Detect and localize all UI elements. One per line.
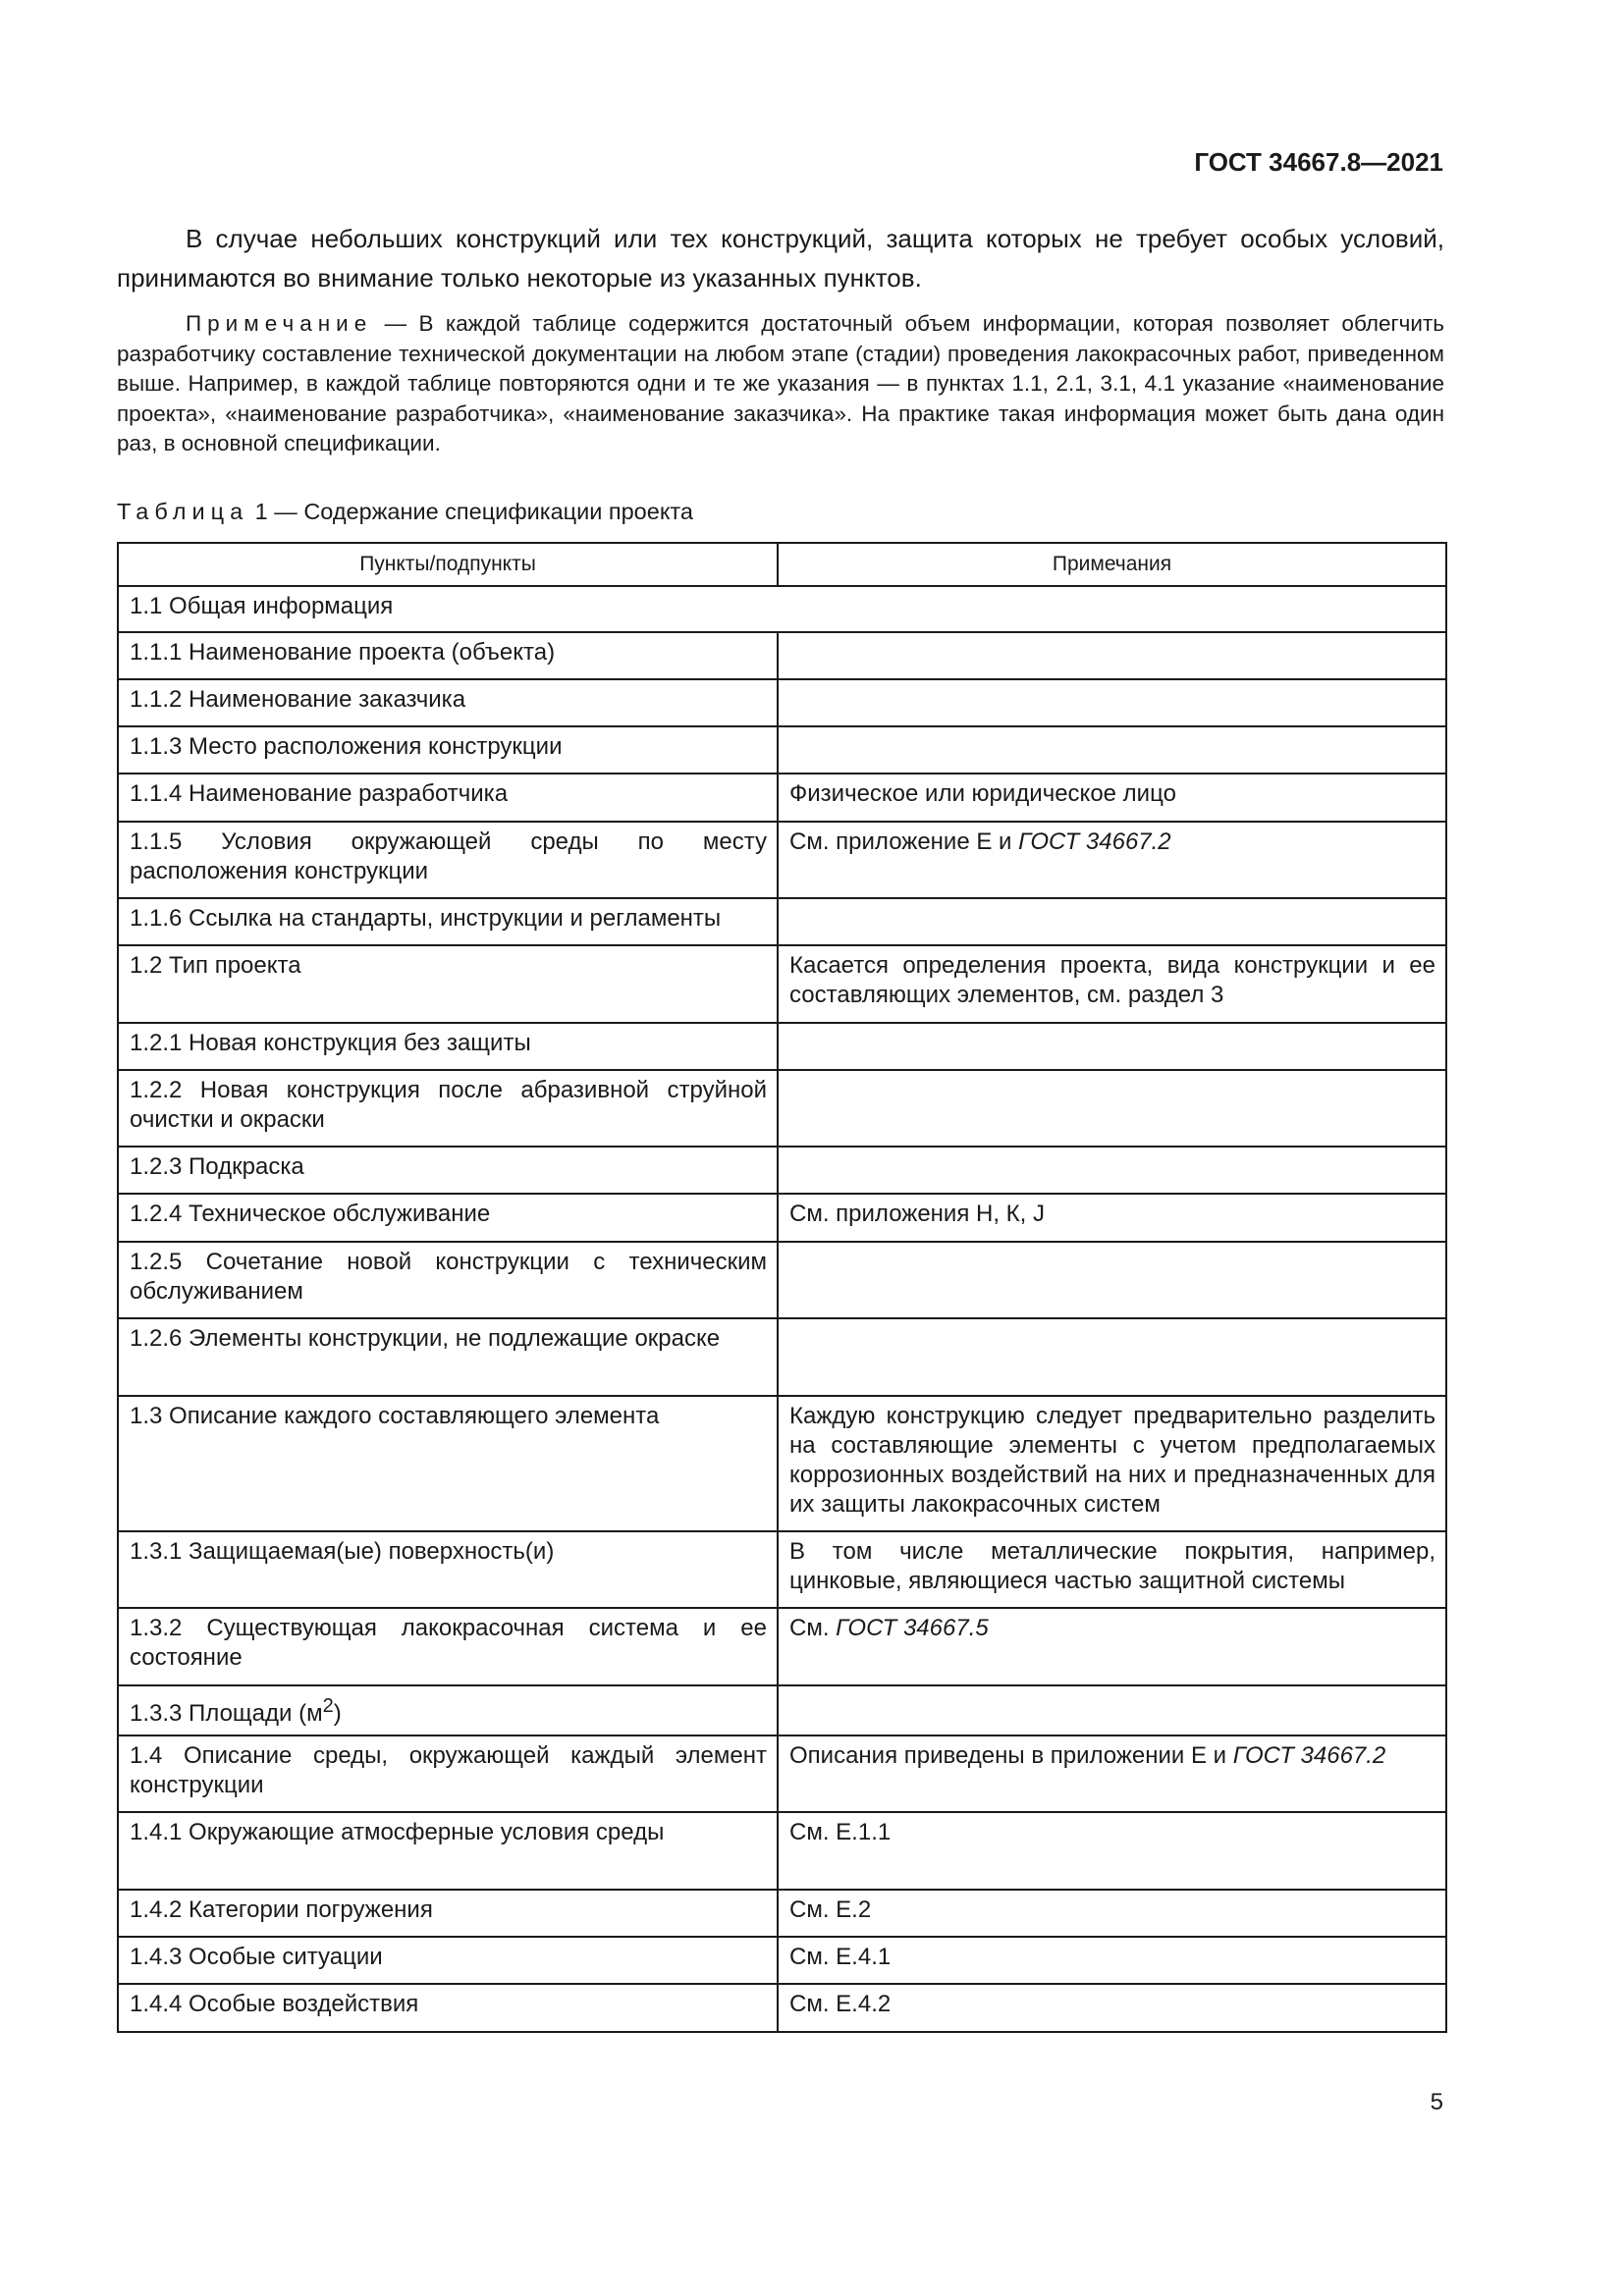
note-cell: См. Е.1.1 (778, 1812, 1446, 1890)
note-label: Примечание (186, 311, 373, 336)
table-row (118, 1242, 1446, 1318)
caption-text: 1 — Содержание спецификации проекта (248, 499, 693, 524)
table-row (118, 1070, 1446, 1147)
note-cell (778, 1685, 1446, 1735)
note-cell: См. Е.4.2 (778, 1984, 1446, 2032)
item-cell: 1.4.4 Особые воздействия (118, 1984, 778, 2032)
note-text: См. (789, 1615, 837, 1641)
note-text: См. приложение Е и (789, 828, 1019, 855)
item-cell: 1.2.5 Сочетание новой конструкции с техническим обслуживанием (118, 1242, 778, 1318)
note-text: — В каждой таблице содержится достаточный объем информации, которая позволяет облегчить разработчику составление технической документации на любом этапе (стадии) проведения лакокрасочных работ, приведенном выше. Например, в каждой таблице повторяются одни и те же указания — в пунктах 1.1, 2.1, 3.1, 4.1 указание «наименование проекта», «наименование разработчика», «наименование заказчика». На практике такая информация может быть дана один раз, в основной спецификации. (117, 311, 1444, 455)
table-row (118, 726, 1446, 774)
note-text: Описания приведены в приложении Е и (789, 1742, 1233, 1769)
note-cell (778, 1318, 1446, 1396)
item-cell: 1.2.2 Новая конструкция после абразивной струйной очистки и окраски (118, 1070, 778, 1147)
item-cell: 1.1.2 Наименование заказчика (118, 679, 778, 726)
item-cell: 1.2.3 Подкраска (118, 1147, 778, 1194)
page-number: 5 (1430, 2089, 1443, 2115)
table-row (118, 632, 1446, 679)
note-cell (778, 1070, 1446, 1147)
note-cell (778, 1608, 1446, 1685)
table-row (118, 679, 1446, 726)
item-cell: 1.1.5 Условия окружающей среды по месту расположения конструкции (118, 822, 778, 898)
note-cell: См. Е.2 (778, 1890, 1446, 1937)
specification-table (117, 542, 1447, 2033)
note-cell (778, 1023, 1446, 1070)
header-items: Пункты/подпункты (118, 543, 778, 586)
table-row (118, 1984, 1446, 2032)
note-cell: Касается определения проекта, вида конструкции и ее составляющих элементов, см. раздел 3 (778, 945, 1446, 1023)
document-header: ГОСТ 34667.8—2021 (1194, 147, 1443, 177)
standard-reference: ГОСТ 34667.2 (1018, 828, 1171, 855)
standard-reference: ГОСТ 34667.2 (1232, 1742, 1386, 1769)
table-row (118, 1531, 1446, 1608)
note-cell (778, 679, 1446, 726)
note-cell: Каждую конструкцию следует предварительно разделить на составляющие элементы с учетом предполагаемых коррозионных воздействий на них и предназначенных для их защиты лакокрасочных систем (778, 1396, 1446, 1531)
item-cell: 1.3 Описание каждого составляющего элемента (118, 1396, 778, 1531)
note-cell (778, 726, 1446, 774)
note-cell (778, 1735, 1446, 1812)
table-row (118, 1396, 1446, 1531)
table-row (118, 1147, 1446, 1194)
item-cell: 1.4.3 Особые ситуации (118, 1937, 778, 1984)
table-row (118, 1890, 1446, 1937)
table-row (118, 1194, 1446, 1242)
table-row (118, 1685, 1446, 1735)
table-row (118, 1608, 1446, 1685)
table-row (118, 898, 1446, 945)
table-row (118, 1812, 1446, 1890)
table-header-row (118, 543, 1446, 586)
item-cell: 1.1.6 Ссылка на стандарты, инструкции и регламенты (118, 898, 778, 945)
table-row (118, 945, 1446, 1023)
item-cell: 1.3.2 Существующая лакокрасочная система и ее состояние (118, 1608, 778, 1685)
note-cell (778, 898, 1446, 945)
note-cell (778, 1242, 1446, 1318)
item-cell: 1.4.1 Окружающие атмосферные условия среды (118, 1812, 778, 1890)
note-cell: В том числе металлические покрытия, например, цинковые, являющиеся частью защитной системы (778, 1531, 1446, 1608)
note-cell (778, 632, 1446, 679)
table-row (118, 774, 1446, 822)
item-text: 1.3.3 Площади (м (130, 1700, 323, 1727)
item-cell: 1.2.1 Новая конструкция без защиты (118, 1023, 778, 1070)
item-text-end: ) (333, 1700, 342, 1727)
section-row (118, 586, 1446, 632)
note-cell (778, 822, 1446, 898)
note-cell: Физическое или юридическое лицо (778, 774, 1446, 822)
intro-paragraph: В случае небольших конструкций или тех конструкций, защита которых не требует особых условий, принимаются во внимание только некоторые из указанных пунктов. (117, 224, 1444, 293)
header-notes: Примечания (778, 543, 1446, 586)
item-cell: 1.1.3 Место расположения конструкции (118, 726, 778, 774)
item-cell: 1.4 Описание среды, окружающей каждый элемент конструкции (118, 1735, 778, 1812)
section-cell: 1.1 Общая информация (118, 586, 1446, 632)
item-cell: 1.1.4 Наименование разработчика (118, 774, 778, 822)
item-cell: 1.2.6 Элементы конструкции, не подлежащие окраске (118, 1318, 778, 1396)
item-cell (118, 1685, 778, 1735)
item-cell: 1.2.4 Техническое обслуживание (118, 1194, 778, 1242)
table-row (118, 1937, 1446, 1984)
table-row (118, 822, 1446, 898)
note-cell (778, 1147, 1446, 1194)
table-row (118, 1318, 1446, 1396)
item-cell: 1.1.1 Наименование проекта (объекта) (118, 632, 778, 679)
note-cell: См. Е.4.1 (778, 1937, 1446, 1984)
item-cell: 1.2 Тип проекта (118, 945, 778, 1023)
superscript: 2 (322, 1695, 334, 1717)
table-row (118, 1023, 1446, 1070)
item-cell: 1.4.2 Категории погружения (118, 1890, 778, 1937)
note-cell: См. приложения Н, К, J (778, 1194, 1446, 1242)
standard-reference: ГОСТ 34667.5 (836, 1615, 989, 1641)
table-caption (117, 499, 693, 525)
table-row (118, 1735, 1446, 1812)
note-paragraph (117, 309, 1444, 459)
item-cell: 1.3.1 Защищаемая(ые) поверхность(и) (118, 1531, 778, 1608)
caption-label: Таблица (117, 499, 249, 524)
